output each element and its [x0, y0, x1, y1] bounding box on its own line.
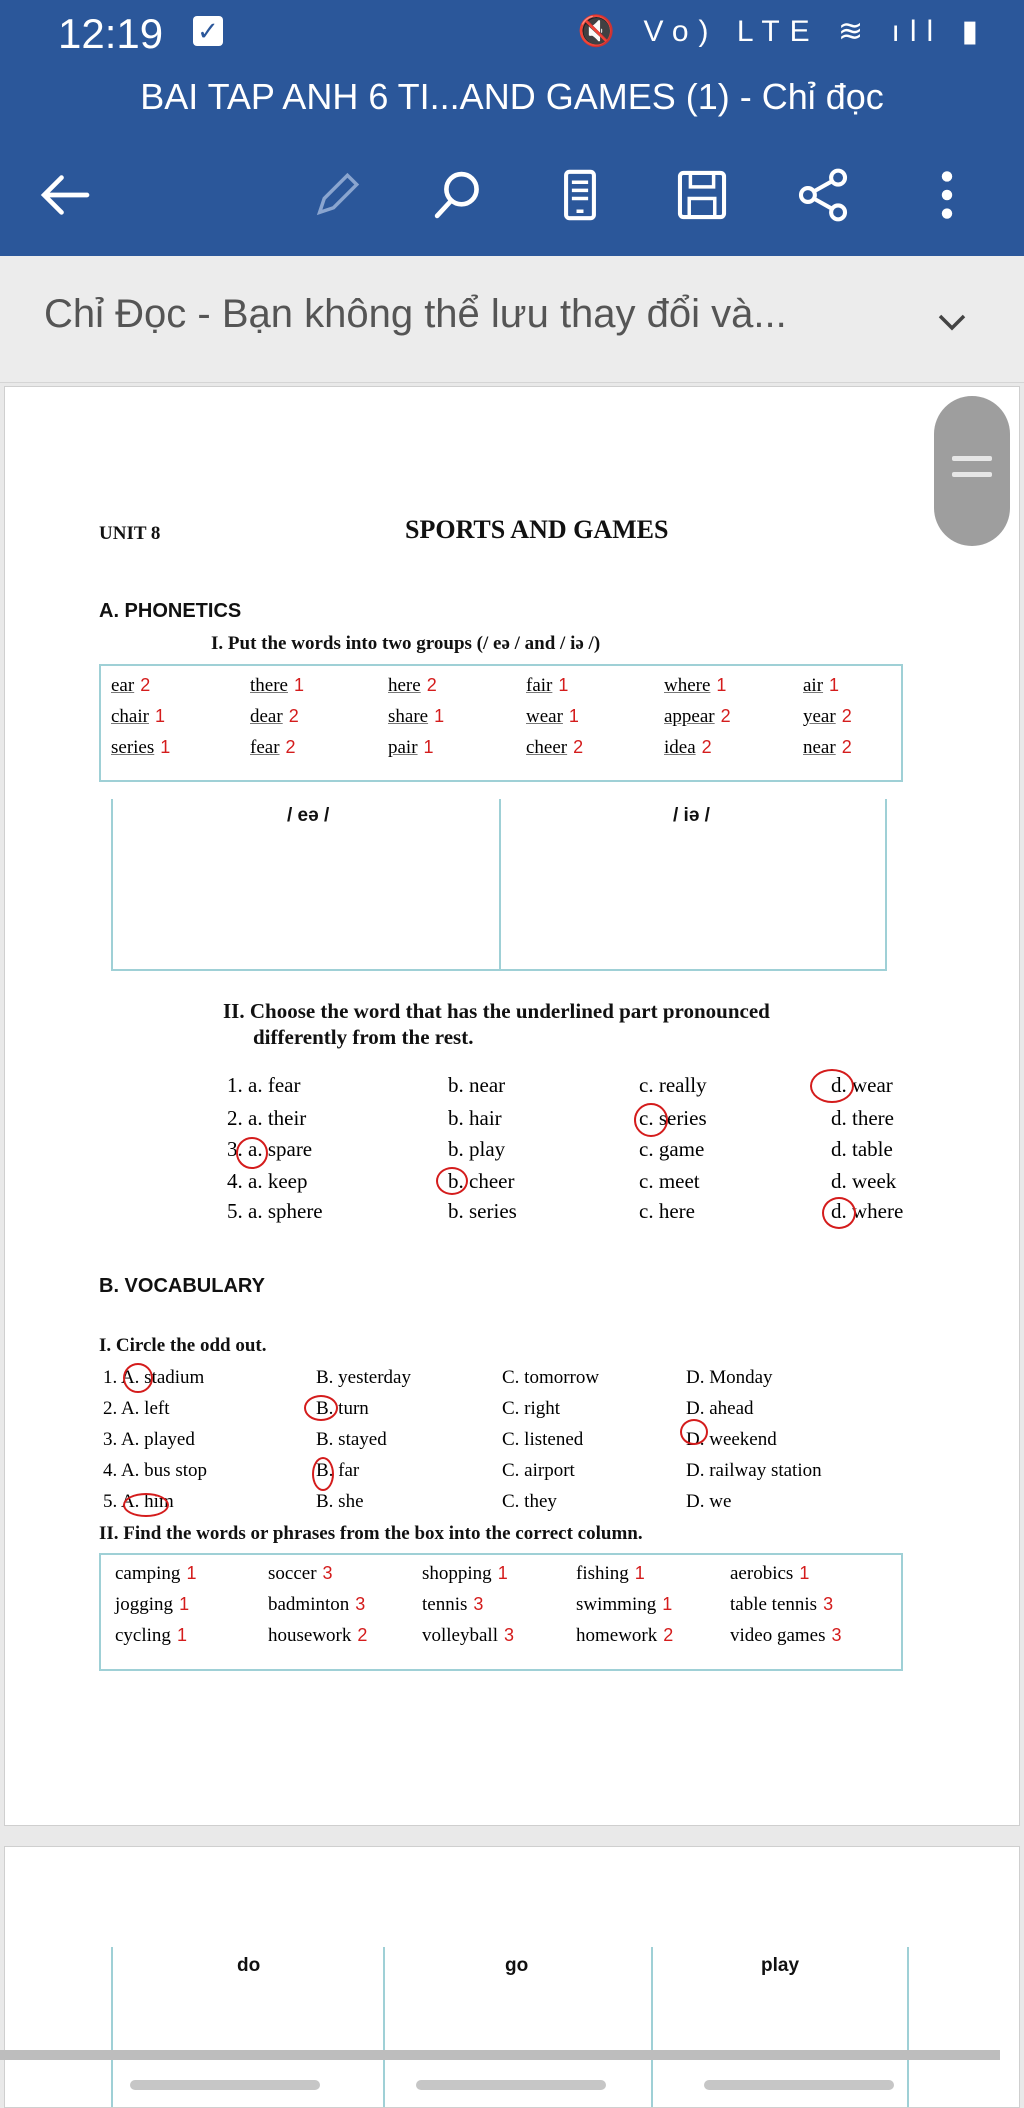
- task1-instruction: I. Put the words into two groups (/ eə / and / iə /): [211, 633, 601, 654]
- column-play: play: [761, 1955, 800, 1976]
- odd-option: D. Monday: [686, 1367, 773, 1388]
- group-header-ea: / eə /: [287, 805, 330, 826]
- odd-option: D. we: [686, 1491, 732, 1512]
- group-number: 1: [716, 675, 727, 695]
- group-number: 2: [841, 706, 852, 726]
- pronunciation-option: b. near: [448, 1073, 506, 1097]
- odd-option: 5. A. him: [103, 1491, 174, 1512]
- activity-text: swimming: [576, 1594, 657, 1615]
- word-item: [526, 737, 583, 759]
- task2-instruction-line1: II. Choose the word that has the underlined part pronounced: [223, 999, 770, 1023]
- phonetics-word-box: [99, 664, 903, 782]
- document-page-1[interactable]: [4, 386, 1020, 1826]
- word-item: [250, 675, 304, 697]
- pronunciation-option: c. meet: [639, 1169, 700, 1193]
- pronunciation-option: d. where: [831, 1199, 904, 1223]
- group-number: 2: [841, 737, 852, 757]
- activity-item: [576, 1625, 673, 1647]
- pronunciation-option: b. play: [448, 1137, 506, 1161]
- word-text: air: [803, 675, 824, 696]
- activity-text: video games: [730, 1625, 826, 1646]
- document-title: BAI TAP ANH 6 TI...AND GAMES (1) - Chỉ đọc: [140, 76, 884, 117]
- pronunciation-option: c. series: [639, 1106, 707, 1130]
- word-item: [388, 675, 437, 697]
- answer-circle: [634, 1103, 668, 1137]
- group-number: 2: [426, 675, 437, 695]
- pronunciation-option: d. table: [831, 1137, 893, 1161]
- section-vocabulary: B. VOCABULARY: [99, 1275, 265, 1297]
- column-number: 3: [322, 1563, 333, 1583]
- answer-circle: [810, 1069, 854, 1103]
- pencil-edit-icon[interactable]: [302, 160, 372, 230]
- column-do: do: [237, 1955, 261, 1976]
- column-go: go: [505, 1955, 529, 1976]
- activity-item: [268, 1625, 367, 1647]
- share-icon[interactable]: [788, 160, 858, 230]
- group-number: 1: [154, 706, 165, 726]
- word-item: [664, 706, 731, 728]
- pronunciation-option: c. here: [639, 1199, 695, 1223]
- word-item: [803, 675, 839, 697]
- activity-text: homework: [576, 1625, 658, 1646]
- activity-text: jogging: [115, 1594, 174, 1615]
- pronunciation-option: c. game: [639, 1137, 705, 1161]
- answer-circle: [304, 1395, 338, 1421]
- word-item: [111, 737, 170, 759]
- odd-option: C. right: [502, 1398, 561, 1419]
- activity-text: housework: [268, 1625, 352, 1646]
- group-number: 2: [573, 737, 584, 757]
- word-text: series: [111, 737, 155, 758]
- word-item: [250, 706, 299, 728]
- activity-item: [115, 1563, 196, 1585]
- odd-option: C. listened: [502, 1429, 584, 1450]
- pronunciation-option: 2. a. their: [227, 1106, 307, 1130]
- pronunciation-option: b. series: [448, 1199, 517, 1223]
- group-number: 1: [558, 675, 569, 695]
- answer-circle: [822, 1197, 856, 1229]
- odd-option: B. yesterday: [316, 1367, 411, 1388]
- answer-circle: [680, 1419, 708, 1445]
- word-item: [803, 706, 852, 728]
- word-item: [803, 737, 852, 759]
- save-icon[interactable]: [667, 160, 737, 230]
- unit-label: UNIT 8: [99, 523, 161, 544]
- page-heading: SPORTS AND GAMES: [405, 515, 669, 544]
- odd-option: C. tomorrow: [502, 1367, 600, 1388]
- column-number: 1: [634, 1563, 645, 1583]
- notification-check-icon: ✓: [193, 16, 223, 46]
- word-item: [250, 737, 296, 759]
- navigation-gesture-bar[interactable]: [0, 2060, 1024, 2106]
- answer-circle: [236, 1137, 268, 1169]
- pronunciation-option: d. week: [831, 1169, 897, 1193]
- answer-circle: [312, 1457, 334, 1491]
- answer-circle: [123, 1493, 169, 1517]
- odd-option: 4. A. bus stop: [103, 1460, 207, 1481]
- activity-text: tennis: [422, 1594, 468, 1615]
- column-number: 1: [186, 1563, 197, 1583]
- word-text: there: [250, 675, 288, 696]
- activity-text: table tennis: [730, 1594, 818, 1615]
- column-number: 2: [357, 1625, 368, 1645]
- activity-item: [422, 1625, 514, 1647]
- activity-item: [268, 1594, 365, 1616]
- more-options-icon[interactable]: [912, 160, 982, 230]
- word-item: [111, 706, 165, 728]
- activity-text: volleyball: [422, 1625, 498, 1646]
- pronunciation-option: 1. a. fear: [227, 1073, 301, 1097]
- odd-option: D. weekend: [686, 1429, 777, 1450]
- word-item: [111, 675, 150, 697]
- word-text: wear: [526, 706, 563, 727]
- vocab-task2-instruction: II. Find the words or phrases from the box into the correct column.: [99, 1523, 643, 1544]
- word-item: [664, 737, 712, 759]
- word-text: here: [388, 675, 421, 696]
- word-item: [388, 737, 434, 759]
- status-time: 12:19: [58, 10, 164, 57]
- activity-text: camping: [115, 1563, 181, 1584]
- column-number: 1: [799, 1563, 810, 1583]
- activity-item: [730, 1625, 842, 1647]
- group-header-ia: / iə /: [673, 805, 710, 826]
- odd-option: B. far: [316, 1460, 360, 1481]
- pronunciation-option: b. hair: [448, 1106, 502, 1130]
- activity-text: fishing: [576, 1563, 629, 1584]
- read-only-message: Chỉ Đọc - Bạn không thể lưu thay đổi và...: [44, 292, 787, 336]
- task2-instruction-line2: differently from the rest.: [253, 1025, 474, 1049]
- group-number: 1: [160, 737, 171, 757]
- odd-option: 3. A. played: [103, 1429, 195, 1450]
- search-icon[interactable]: [423, 160, 493, 230]
- odd-option: 1. A. stadium: [103, 1367, 205, 1388]
- pronunciation-option: 5. a. sphere: [227, 1199, 323, 1223]
- answer-circle: [436, 1167, 468, 1195]
- activity-item: [730, 1594, 833, 1616]
- answer-circle: [123, 1363, 153, 1393]
- word-item: [526, 675, 568, 697]
- column-number: 3: [355, 1594, 366, 1614]
- word-text: ear: [111, 675, 135, 696]
- word-text: fair: [526, 675, 553, 696]
- column-number: 3: [473, 1594, 484, 1614]
- word-text: share: [388, 706, 429, 727]
- scroll-handle[interactable]: [934, 396, 1010, 546]
- activity-text: aerobics: [730, 1563, 794, 1584]
- word-text: pair: [388, 737, 418, 758]
- status-icons: 🔇 Vo) LTE ≋ ıll ▮: [577, 15, 988, 48]
- word-text: dear: [250, 706, 283, 727]
- word-text: cheer: [526, 737, 568, 758]
- pronunciation-option: d. there: [831, 1106, 894, 1130]
- activity-item: [115, 1594, 189, 1616]
- section-phonetics: A. PHONETICS: [99, 600, 242, 622]
- word-text: appear: [664, 706, 715, 727]
- odd-option: C. they: [502, 1491, 557, 1512]
- group-number: 1: [423, 737, 434, 757]
- group-number: 2: [288, 706, 299, 726]
- word-text: chair: [111, 706, 149, 727]
- column-number: 3: [503, 1625, 514, 1645]
- column-number: 1: [176, 1625, 187, 1645]
- activity-text: badminton: [268, 1594, 350, 1615]
- word-text: fear: [250, 737, 280, 758]
- pronunciation-option: b. cheer: [448, 1169, 515, 1193]
- group-number: 1: [829, 675, 840, 695]
- odd-option: D. ahead: [686, 1398, 754, 1419]
- odd-option: B. stayed: [316, 1429, 387, 1450]
- horizontal-scrollbar[interactable]: [0, 2050, 1000, 2060]
- word-text: year: [803, 706, 836, 727]
- word-item: [526, 706, 579, 728]
- odd-option: C. airport: [502, 1460, 575, 1481]
- activity-item: [422, 1594, 483, 1616]
- pronunciation-option: 3. a. spare: [227, 1137, 313, 1161]
- word-text: where: [664, 675, 711, 696]
- group-number: 2: [285, 737, 296, 757]
- group-number: 1: [568, 706, 579, 726]
- odd-option: D. railway station: [686, 1460, 822, 1481]
- pronunciation-option: d. wear: [831, 1073, 893, 1097]
- activity-text: soccer: [268, 1563, 317, 1584]
- odd-option: B. she: [316, 1491, 364, 1512]
- word-text: idea: [664, 737, 696, 758]
- back-arrow-icon[interactable]: [30, 160, 100, 230]
- activity-item: [422, 1563, 508, 1585]
- activity-text: shopping: [422, 1563, 492, 1584]
- pronunciation-option: c. really: [639, 1073, 707, 1097]
- activity-item: [730, 1563, 809, 1585]
- activity-item: [268, 1563, 333, 1585]
- group-number: 1: [434, 706, 445, 726]
- odd-option: B. turn: [316, 1398, 369, 1419]
- chevron-down-icon[interactable]: [932, 302, 972, 342]
- group-number: 2: [140, 675, 151, 695]
- column-number: 1: [662, 1594, 673, 1614]
- column-number: 2: [663, 1625, 674, 1645]
- activity-text: cycling: [115, 1625, 171, 1646]
- column-number: 1: [179, 1594, 190, 1614]
- column-number: 1: [497, 1563, 508, 1583]
- group-number: 2: [720, 706, 731, 726]
- mobile-view-icon[interactable]: [545, 160, 615, 230]
- column-number: 3: [823, 1594, 834, 1614]
- pronunciation-option: 4. a. keep: [227, 1169, 308, 1193]
- read-only-banner[interactable]: [0, 256, 1024, 383]
- activity-item: [576, 1563, 645, 1585]
- group-number: 2: [701, 737, 712, 757]
- vocab-task1-instruction: I. Circle the odd out.: [99, 1335, 267, 1356]
- app-header: [0, 0, 1024, 256]
- activity-item: [115, 1625, 187, 1647]
- word-item: [664, 675, 726, 697]
- word-item: [388, 706, 444, 728]
- activity-item: [576, 1594, 672, 1616]
- column-number: 3: [831, 1625, 842, 1645]
- group-number: 1: [293, 675, 304, 695]
- odd-option: 2. A. left: [103, 1398, 170, 1419]
- word-text: near: [803, 737, 836, 758]
